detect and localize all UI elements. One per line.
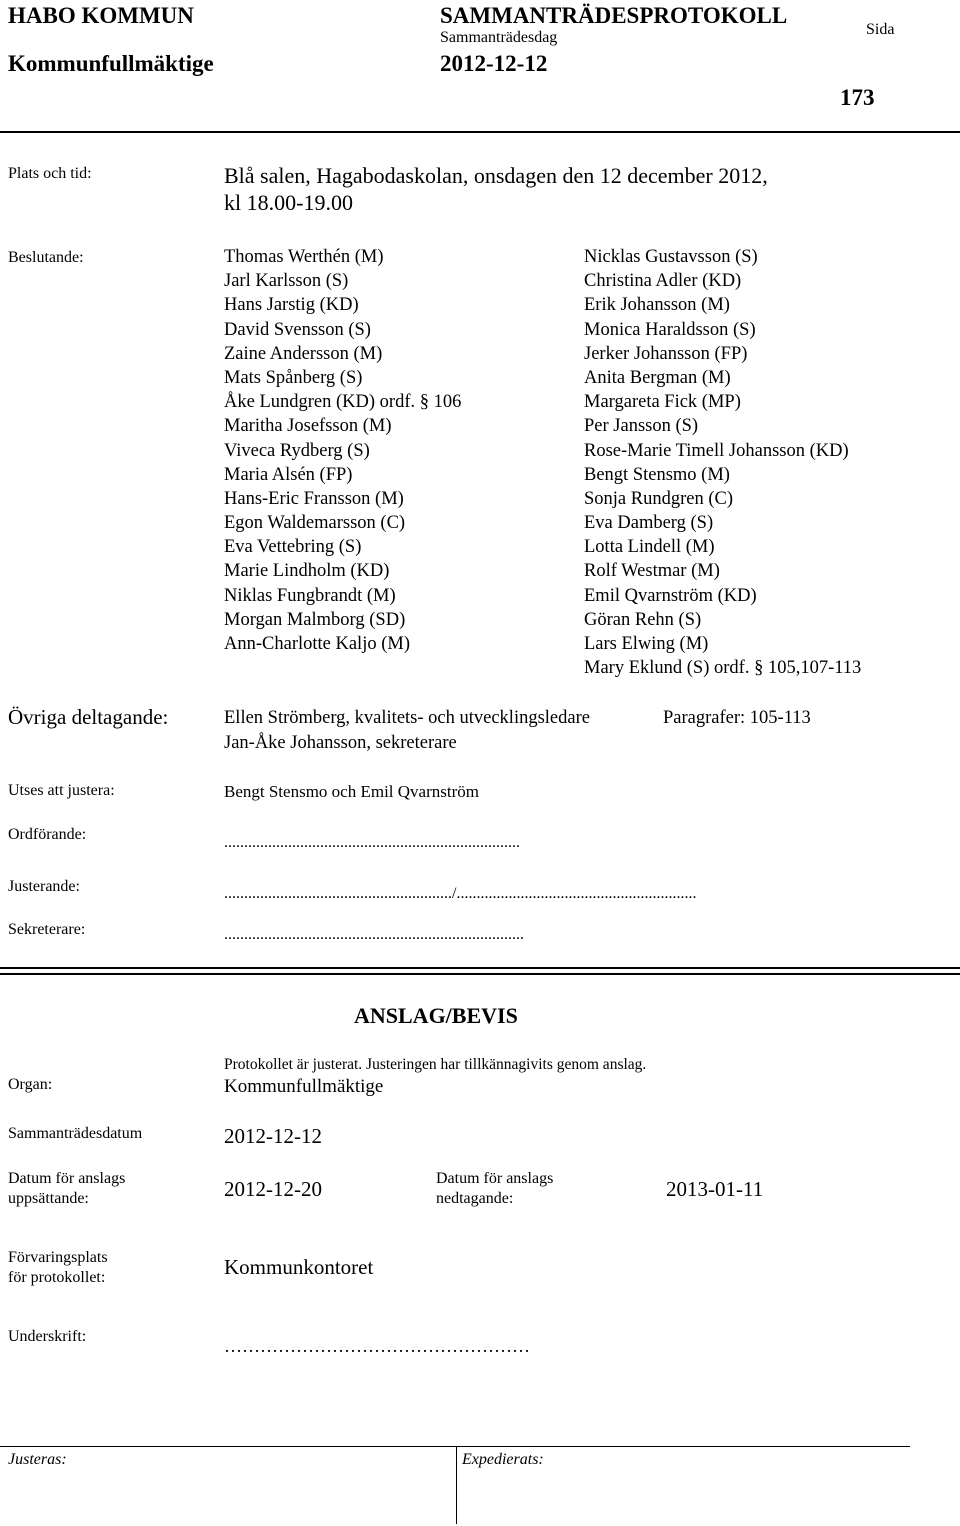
list-item: Sonja Rundgren (C)	[584, 488, 734, 509]
storage-label: Förvaringsplats	[8, 1249, 108, 1266]
list-item: Eva Damberg (S)	[584, 513, 714, 534]
others-label: Övriga deltagande:	[8, 705, 169, 729]
list-item: Maritha Josefsson (M)	[224, 416, 392, 437]
list-item: Eva Vettebring (S)	[224, 537, 362, 558]
list-item: Niklas Fungbrandt (M)	[224, 585, 396, 606]
organ-value: Kommunfullmäktige	[224, 1076, 384, 1097]
others-paragraphs: Paragrafer: 105-113	[663, 708, 811, 728]
adjuster-label: Justerande:	[8, 878, 80, 895]
chair-signature-line: ..........................................................................	[224, 834, 520, 851]
list-item: Mary Eklund (S) ordf. § 105,107-113	[584, 658, 862, 679]
list-item: Viveca Rydberg (S)	[224, 440, 370, 461]
meeting-date-value: 2012-12-12	[224, 1124, 322, 1148]
list-item: Göran Rehn (S)	[584, 609, 702, 630]
posted-label: uppsättande:	[8, 1190, 89, 1207]
others-line-1: Ellen Strömberg, kvalitets- och utvecklingsledare	[224, 708, 590, 728]
meeting-date: 2012-12-12	[440, 51, 548, 76]
list-item: Lotta Lindell (M)	[584, 537, 715, 558]
page-label: Sida	[866, 21, 895, 38]
list-item: Egon Waldemarsson (C)	[224, 513, 406, 534]
list-item: Lars Elwing (M)	[584, 634, 709, 654]
secretary-label: Sekreterare:	[8, 921, 86, 938]
storage-value: Kommunkontoret	[224, 1255, 374, 1279]
members-right-list	[584, 245, 861, 680]
list-item: Bengt Stensmo (M)	[584, 464, 730, 485]
storage-label: för protokollet:	[8, 1269, 106, 1286]
list-item: Anita Bergman (M)	[584, 367, 731, 388]
list-item: Maria Alsén (FP)	[224, 464, 353, 485]
list-item: Hans Jarstig (KD)	[224, 295, 359, 316]
meeting-date-label: Sammanträdesdatum	[8, 1125, 143, 1142]
list-item: Mats Spånberg (S)	[224, 367, 363, 388]
list-item: Per Jansson (S)	[584, 416, 699, 437]
signature-label: Underskrift:	[8, 1328, 87, 1345]
others-line-2: Jan-Åke Johansson, sekreterare	[224, 733, 457, 753]
posted-date: 2012-12-20	[224, 1177, 322, 1201]
body-name: Kommunfullmäktige	[8, 51, 214, 76]
page-number: 173	[840, 85, 875, 110]
adjust-label: Utses att justera:	[8, 782, 115, 799]
secretary-signature-line: ...........................................................................	[224, 926, 524, 943]
list-item: Thomas Werthén (M)	[224, 247, 384, 267]
section-divider	[0, 973, 960, 975]
org-name: HABO KOMMUN	[8, 3, 194, 28]
place-label: Plats och tid:	[8, 165, 92, 182]
list-item: Margareta Fick (MP)	[584, 392, 741, 413]
dispatched-label: Expedierats:	[462, 1451, 544, 1468]
section-divider	[0, 967, 960, 969]
place-line-2: kl 18.00-19.00	[224, 190, 353, 215]
list-item: Rose-Marie Timell Johansson (KD)	[584, 440, 849, 461]
notice-statement: Protokollet är justerat. Justeringen har tillkännagivits genom anslag.	[224, 1056, 647, 1073]
doc-title: SAMMANTRÄDESPROTOKOLL	[440, 3, 788, 28]
header-divider	[0, 131, 960, 133]
adjust-names: Bengt Stensmo och Emil Qvarnström	[224, 782, 479, 801]
adjusted-label: Justeras:	[8, 1451, 67, 1468]
removed-label: Datum för anslags	[436, 1170, 554, 1187]
list-item: Monica Haraldsson (S)	[584, 319, 756, 340]
list-item: Jarl Karlsson (S)	[224, 271, 349, 292]
chair-label: Ordförande:	[8, 826, 87, 843]
date-label: Sammanträdesdag	[440, 29, 558, 46]
signature-line: ……………………………………………	[224, 1336, 530, 1356]
organ-label: Organ:	[8, 1076, 53, 1093]
list-item: David Svensson (S)	[224, 319, 371, 340]
list-item: Emil Qvarnström (KD)	[584, 585, 757, 606]
list-item: Rolf Westmar (M)	[584, 561, 720, 582]
list-item: Ann-Charlotte Kaljo (M)	[224, 634, 410, 654]
adjuster-signature-line: ........................................................./............................................................	[224, 885, 697, 902]
list-item: Morgan Malmborg (SD)	[224, 609, 406, 630]
posted-label: Datum för anslags	[8, 1170, 126, 1187]
footer-divider	[0, 1446, 910, 1447]
footer-column-divider	[456, 1446, 457, 1524]
list-item: Erik Johansson (M)	[584, 295, 730, 316]
list-item: Åke Lundgren (KD) ordf. § 106	[224, 392, 462, 413]
members-left-list	[224, 245, 461, 656]
place-line-1: Blå salen, Hagabodaskolan, onsdagen den 12 december 2012,	[224, 163, 768, 188]
list-item: Jerker Johansson (FP)	[584, 343, 748, 364]
list-item: Nicklas Gustavsson (S)	[584, 247, 758, 267]
removed-date: 2013-01-11	[666, 1177, 764, 1201]
removed-label: nedtagande:	[436, 1190, 514, 1207]
list-item: Zaine Andersson (M)	[224, 343, 383, 364]
list-item: Marie Lindholm (KD)	[224, 561, 390, 582]
list-item: Christina Adler (KD)	[584, 271, 742, 292]
deciding-label: Beslutande:	[8, 249, 84, 266]
notice-title: ANSLAG/BEVIS	[354, 1003, 518, 1028]
list-item: Hans-Eric Fransson (M)	[224, 488, 404, 509]
